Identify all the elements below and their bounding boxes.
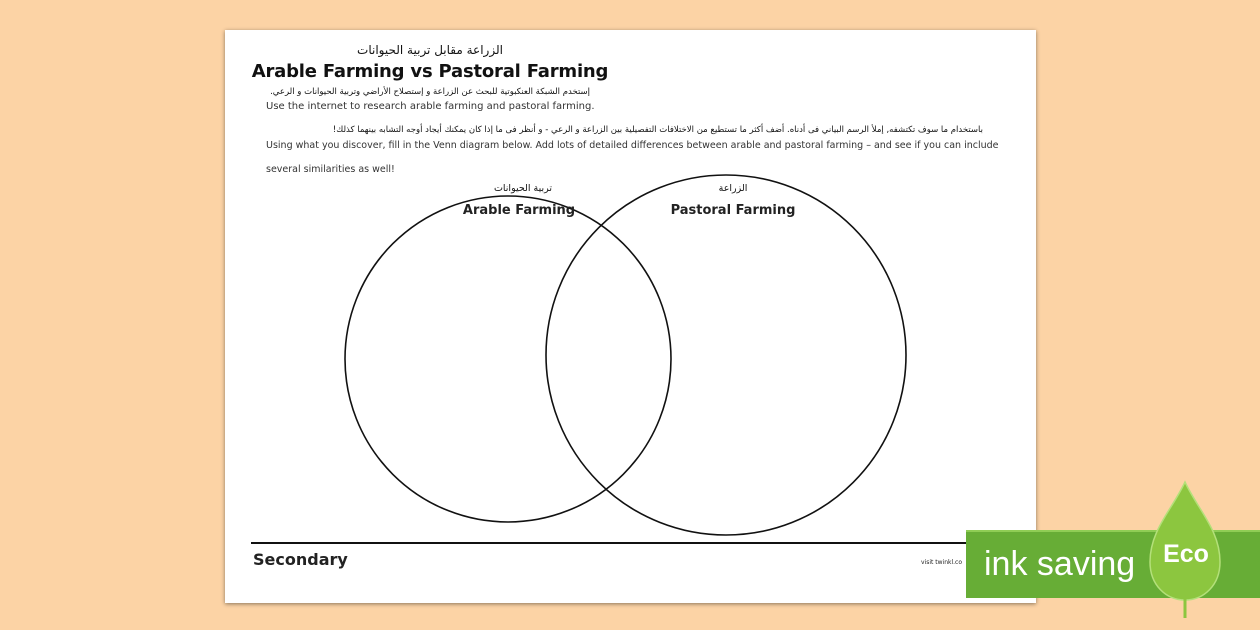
venn-circle-right[interactable] xyxy=(546,175,906,535)
instruction-english-2: Using what you discover, fill in the Venn diagram below. Add lots of detailed differences between arable and pastoral farming – and see if you can include xyxy=(266,140,999,151)
instruction-english-3: several similarities as well! xyxy=(266,164,395,175)
venn-circle-left[interactable] xyxy=(345,196,671,522)
left-circle-label-arabic: تربية الحيوانات xyxy=(493,183,553,194)
footer-level-label: Secondary xyxy=(253,550,348,569)
instruction-english-1: Use the internet to research arable farming and pastoral farming. xyxy=(266,101,595,112)
instruction-arabic-2: باستخدام ما سوف تكتشفه, إملأ الرسم البياني فى أدناه. أضف أكثر ما تستطيع من الاختلافات التفصيلية بين الزراعة و الرعي - و أنظر فى ما إذا كان يمكنك أيجاد أوجه التشابه بينهما كذلك! xyxy=(332,125,983,135)
footer-visit-link: visit twinkl.co xyxy=(921,559,963,566)
right-circle-label-english: Pastoral Farming xyxy=(670,203,796,218)
title-arabic: الزراعة مقابل تربية الحيوانات xyxy=(357,43,503,57)
title-english: Arable Farming vs Pastoral Farming xyxy=(251,61,609,82)
instruction-arabic-1: إستخدم الشبكة العنكبوتية للبحث عن الزراعة و إستصلاح الأراضي وتربية الحيوانات و الرعي. xyxy=(270,87,590,97)
footer-divider xyxy=(251,542,1011,544)
ink-saving-text: ink saving xyxy=(984,545,1136,583)
eco-label: Eco xyxy=(1163,540,1209,568)
right-circle-label-arabic: الزراعة xyxy=(718,183,748,194)
venn-diagram xyxy=(225,30,1036,603)
worksheet-page xyxy=(225,30,1036,603)
left-circle-label-english: Arable Farming xyxy=(462,203,576,218)
